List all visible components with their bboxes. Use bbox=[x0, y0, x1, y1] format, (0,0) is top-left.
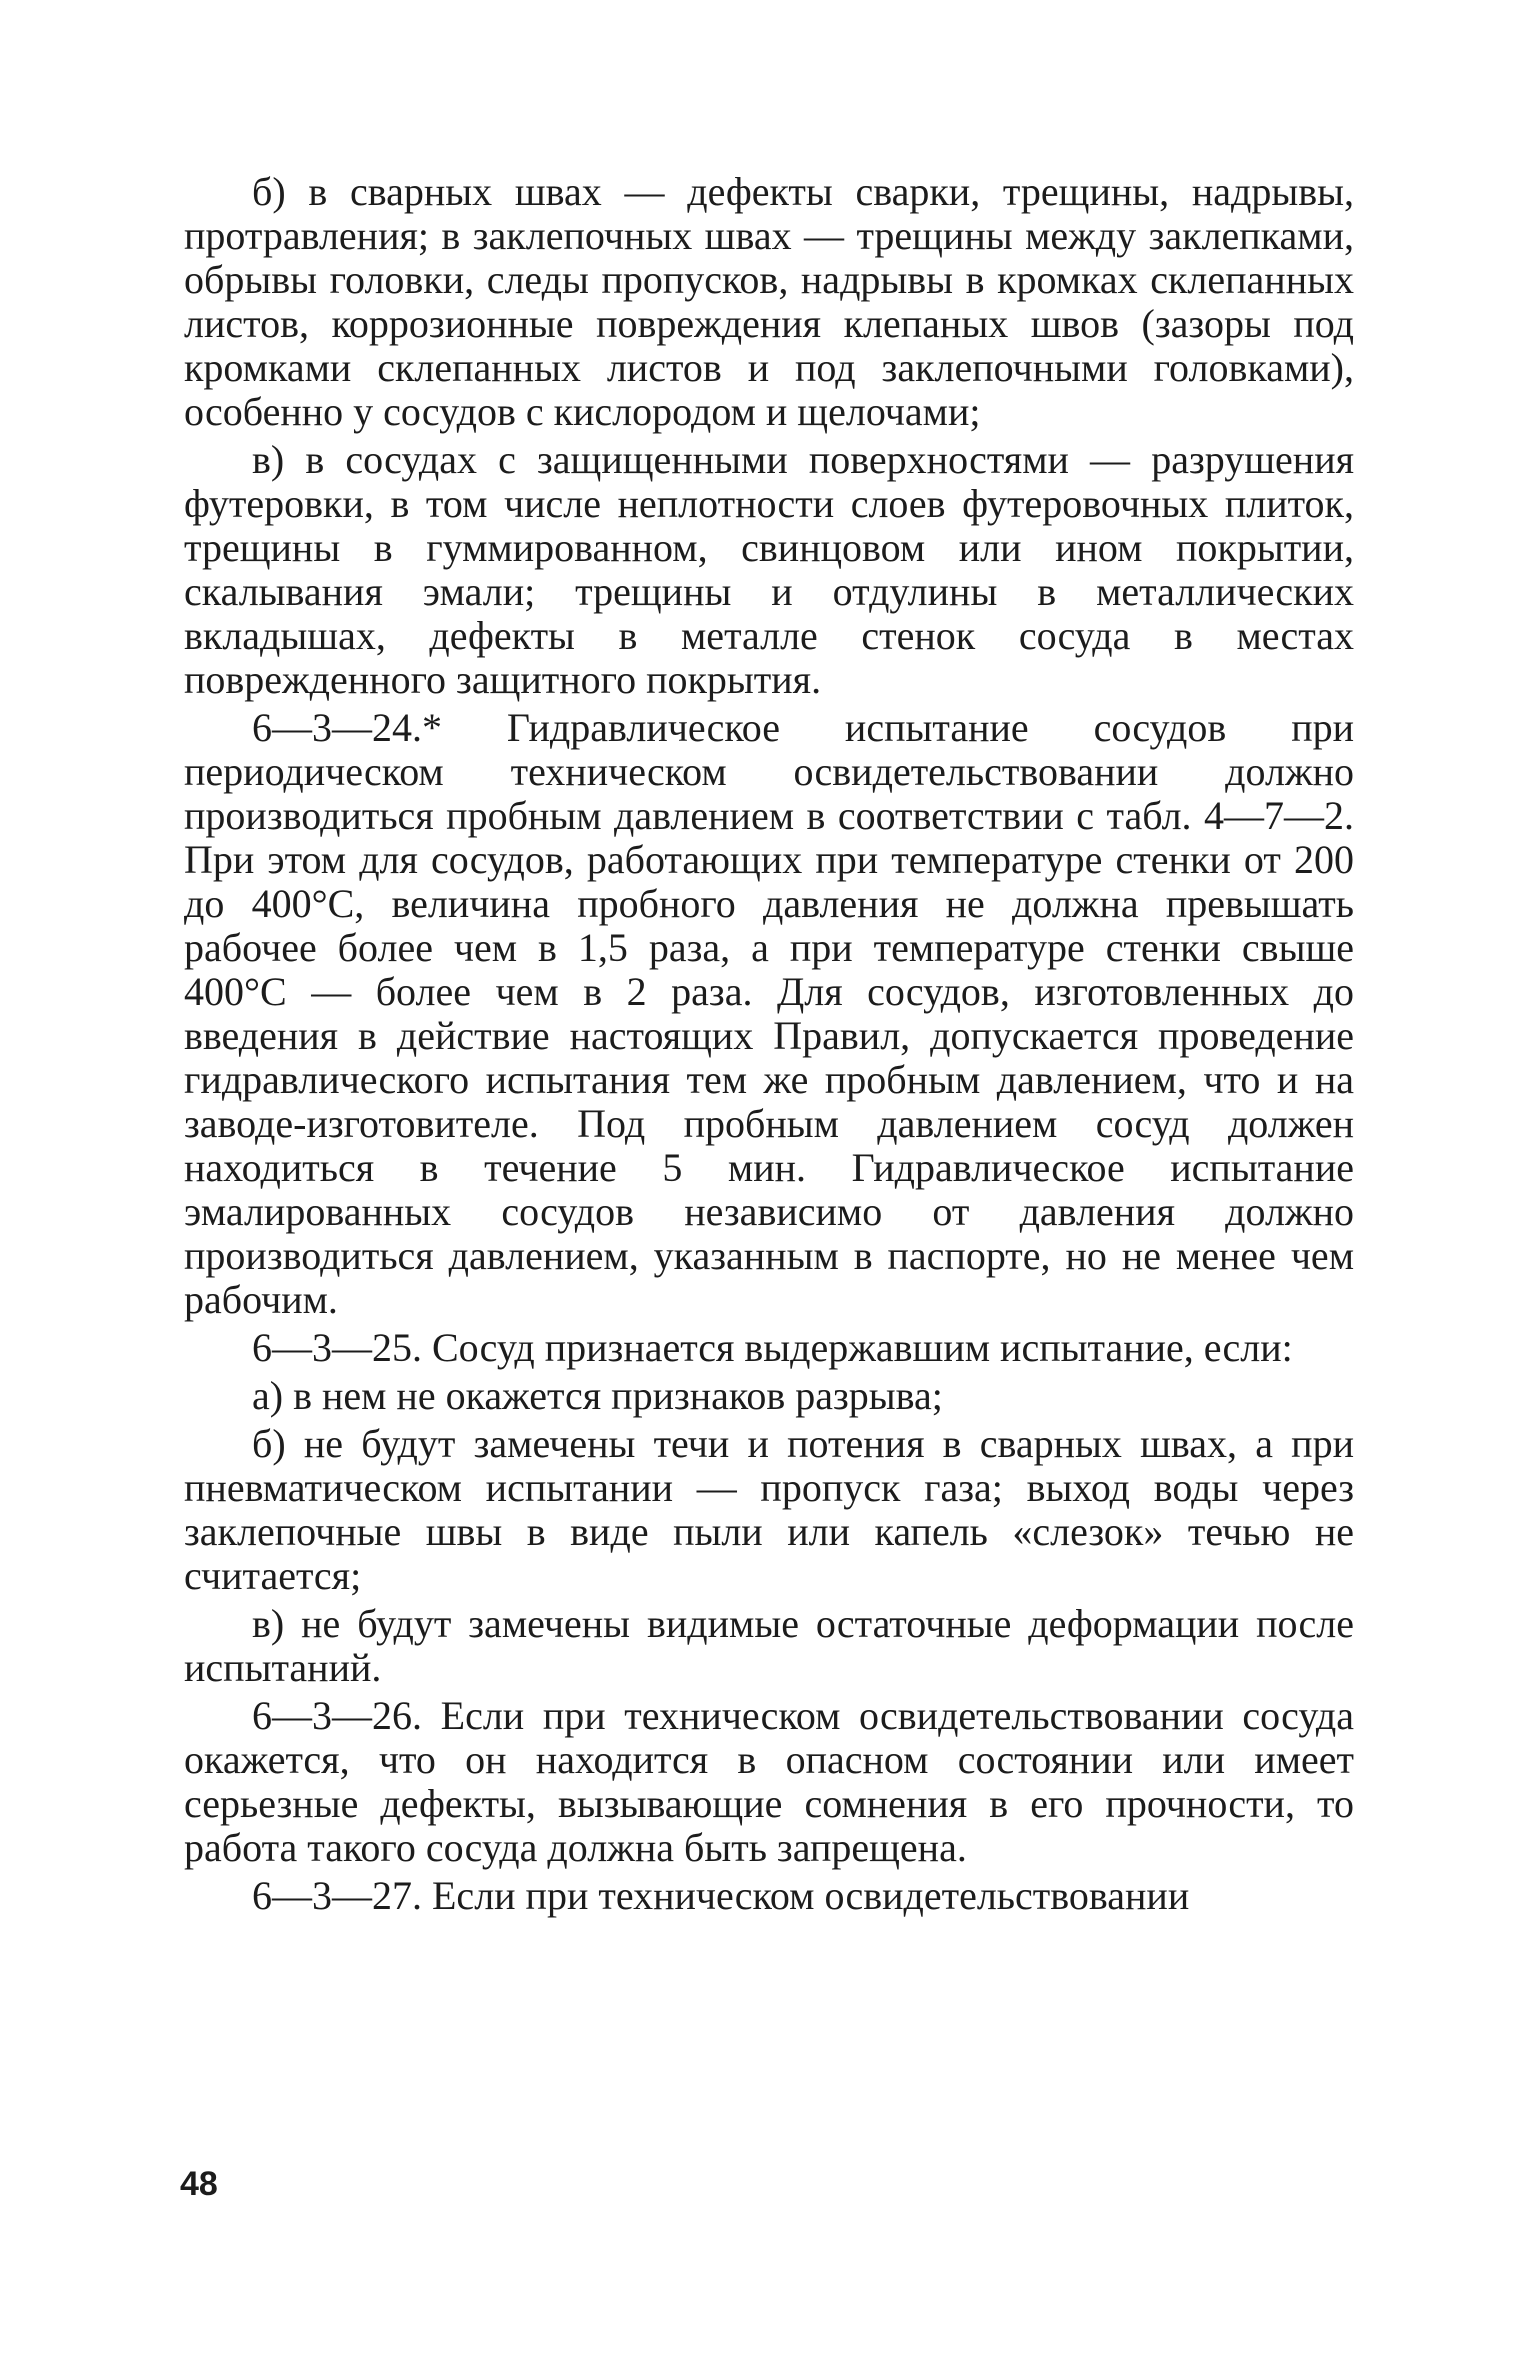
paragraph-6-3-26: 6—3—26. Если при техническом освидетельствовании сосуда окажется, что он находится в опасном состоянии или имеет серьезные дефекты, вызывающие сомнения в его прочности, то работа такого сосуда должна быть запрещена. bbox=[184, 1693, 1354, 1870]
paragraph-6-3-27: 6—3—27. Если при техническом освидетельствовании bbox=[252, 1873, 1190, 1918]
paragraph-6-3-24: 6—3—24.* Гидравлическое испытание сосудов при периодическом техническом освидетельствовании должно производиться пробным давлением в соответствии с табл. 4—7—2. При этом для сосудов, работающих при температуре стенки от 200 до 400°С, величина пробного давления не должна превышать рабочее более чем в 1,5 раза, а при температуре стенки свыше 400°С — более чем в 2 раза. Для сосудов, изготовленных до введения в действие настоящих Правил, допускается проведение гидравлического испытания тем же пробным давлением, что и на заводе-изготовителе. Под пробным давлением сосуд должен находиться в течение 5 мин. Гидравлическое испытание эмалированных сосудов независимо от давления должно производиться давлением, указанным в паспорте, но не менее чем рабочим. bbox=[184, 705, 1354, 1322]
page-number: 48 bbox=[180, 2165, 218, 2203]
page-body bbox=[184, 170, 1354, 1918]
paragraph-item-v: в) не будут замечены видимые остаточные деформации после испытаний. bbox=[184, 1601, 1354, 1690]
paragraph-welds-defects: б) в сварных швах — дефекты сварки, трещины, надрывы, протравления; в заклепочных швах — трещины между заклепками, обрывы головки, следы пропусков, надрывы в кромках склепанных листов, коррозионные повреждения клепаных швов (зазоры под кромками склепанных листов и под заклепочными головками), особенно у сосудов с кислородом и щелочами; bbox=[184, 169, 1354, 434]
paragraph-item-b: б) не будут замечены течи и потения в сварных швах, а при пневматическом испытании — пропуск газа; выход воды через заклепочные швы в виде пыли или капель «слезок» течью не считается; bbox=[184, 1421, 1354, 1598]
paragraph-item-a: а) в нем не окажется признаков разрыва; bbox=[252, 1373, 943, 1418]
paragraph-6-3-25: 6—3—25. Сосуд признается выдержавшим испытание, если: bbox=[252, 1325, 1293, 1370]
paragraph-protected-surfaces: в) в сосудах с защищенными поверхностями — разрушения футеровки, в том числе неплотности слоев футеровочных плиток, трещины в гуммированном, свинцовом или ином покрытии, скалывания эмали; трещины и отдулины в металлических вкладышах, дефекты в металле стенок сосуда в местах поврежденного защитного покрытия. bbox=[184, 437, 1354, 702]
